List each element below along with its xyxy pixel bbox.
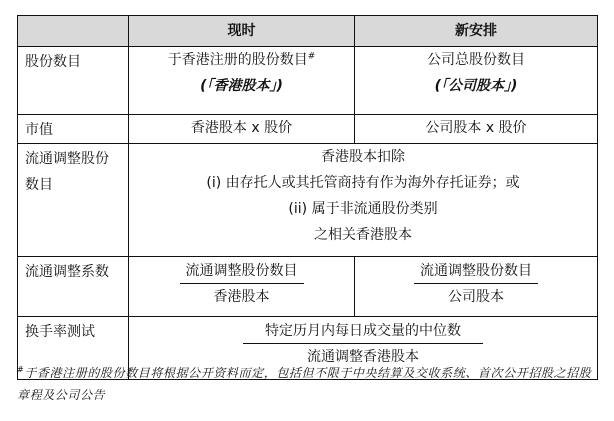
cell-new-share-count	[355, 47, 598, 115]
header-new-arrangement: 新安排	[355, 16, 598, 47]
new-factor-numerator: 流通调整股份数目	[414, 259, 538, 284]
current-float-factor-fraction	[129, 257, 354, 310]
footnote-marker: #	[307, 51, 316, 62]
cell-current-float-factor	[129, 257, 355, 317]
row-label-turnover-test: 换手率测试	[18, 317, 129, 380]
footnote-mark: #	[17, 365, 25, 374]
table-row-float-adjusted-shares	[18, 144, 598, 257]
comparison-table	[17, 15, 598, 380]
turnover-numerator: 特定历月内每日成交量的中位数	[243, 319, 483, 344]
table-row-market-value	[18, 115, 598, 144]
cell-new-float-factor	[355, 257, 598, 317]
current-factor-numerator: 流通调整股份数目	[180, 259, 304, 284]
row-label-share-count: 股份数目	[18, 47, 129, 115]
header-current: 现时	[129, 16, 355, 47]
table-row-float-factor	[18, 257, 598, 317]
table-row-share-count	[18, 47, 598, 115]
float-shares-line4: 之相关香港股本	[314, 227, 412, 243]
table-header-row	[18, 16, 598, 47]
turnover-denominator: 流通调整香港股本	[307, 349, 419, 365]
company-capital-term: (「公司股本」)	[434, 78, 518, 94]
header-blank-cell	[18, 16, 129, 47]
footnote	[17, 362, 597, 406]
new-share-count-line1: 公司总股份数目	[427, 52, 525, 68]
new-factor-denominator: 公司股本	[448, 289, 504, 305]
row-label-float-adjusted-shares	[18, 144, 129, 257]
hk-capital-term: (「香港股本」)	[200, 78, 283, 94]
row-label-float-factor: 流通调整系数	[18, 257, 129, 317]
float-label-line2: 数目	[25, 177, 53, 193]
current-factor-denominator: 香港股本	[213, 289, 270, 305]
row-label-market-value: 市值	[18, 115, 129, 144]
cell-new-market-value	[355, 115, 598, 144]
new-float-factor-fraction	[355, 257, 597, 310]
float-shares-line1: 香港股本扣除	[321, 149, 405, 165]
float-shares-line2: (i) 由存托人或其托管商持有作为海外存托证券；或	[206, 175, 520, 191]
new-market-value-formula: 公司股本 x 股价	[425, 120, 527, 136]
current-share-count-text	[129, 47, 354, 73]
float-label-line1: 流通调整股份	[25, 151, 109, 167]
float-shares-line3: (ii) 属于非流通股份类别	[288, 201, 438, 217]
cell-float-adjusted-shares	[129, 144, 598, 257]
footnote-text: 于香港注册的股份数目将根据公开资料而定，包括但不限于中央结算及交收系统、首次公开招股之招股章程及公司公告	[17, 366, 592, 402]
current-share-count-line1: 于香港注册的股份数目	[167, 52, 308, 68]
cell-current-market-value	[129, 115, 355, 144]
cell-current-share-count	[129, 47, 355, 115]
current-market-value-formula: 香港股本 x 股价	[190, 120, 293, 136]
